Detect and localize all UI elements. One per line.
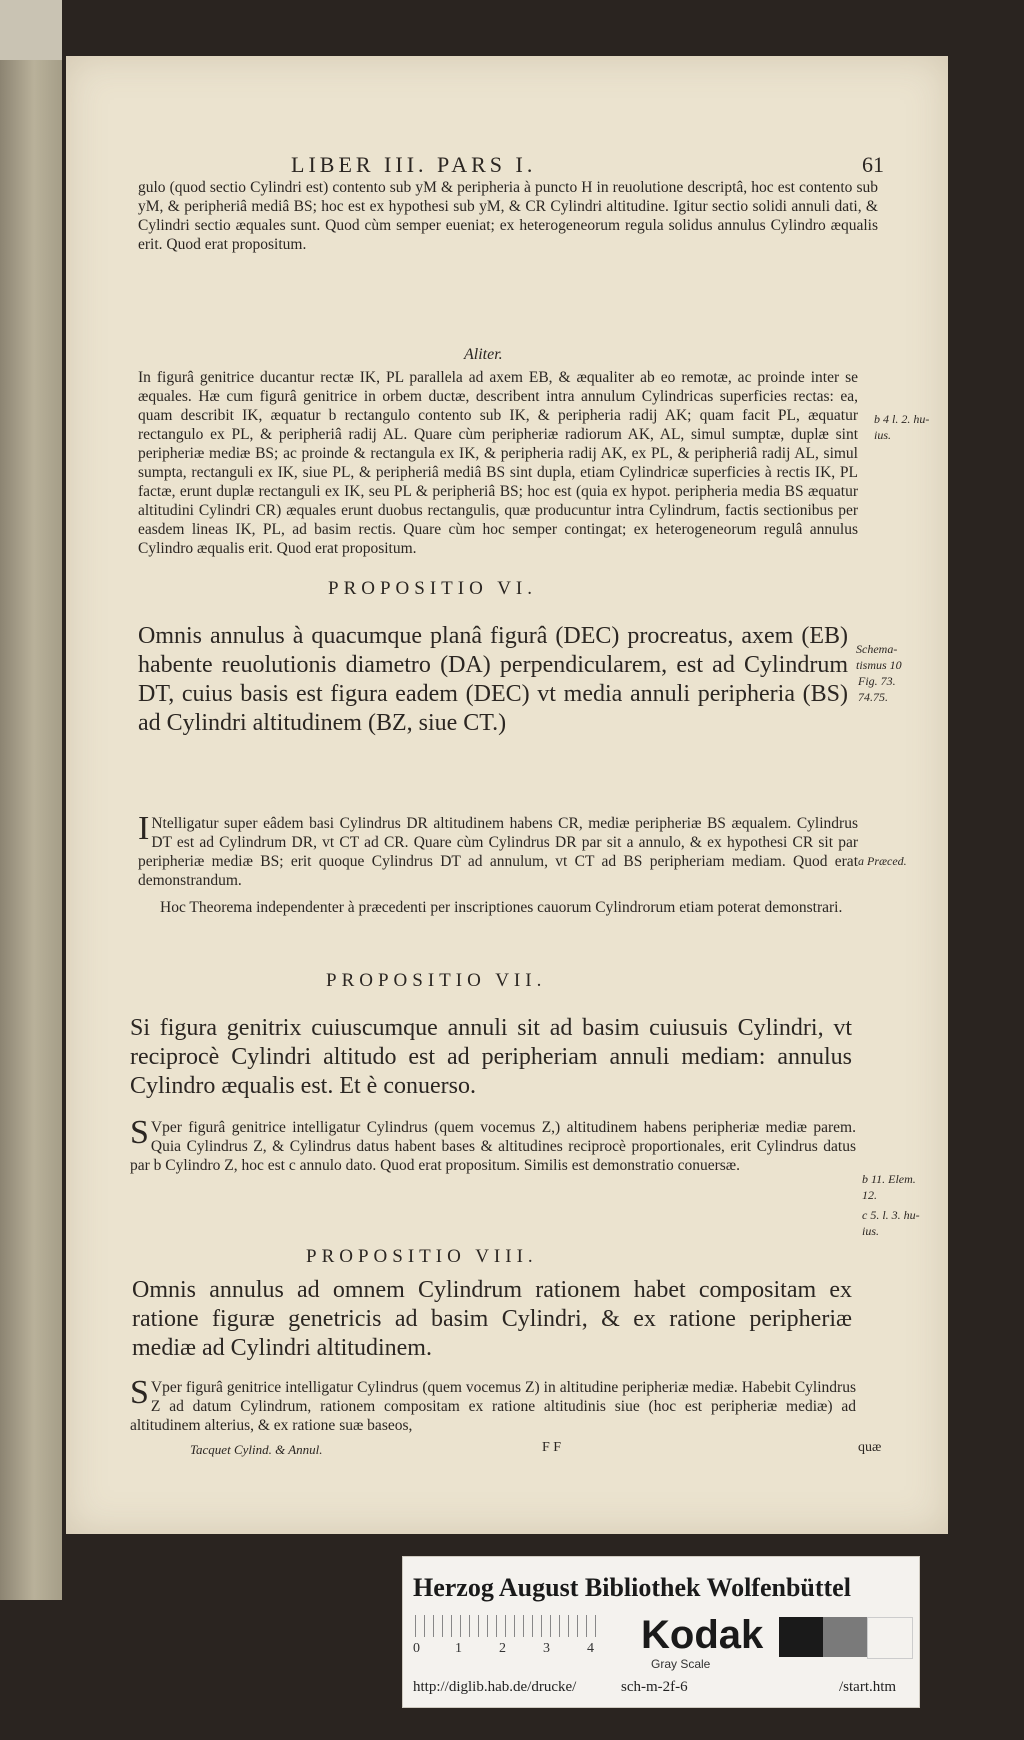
margin-note-12: 12. [862, 1188, 877, 1202]
prop7-statement: Si figura genitrix cuiuscumque annuli sit ad basim cuiusuis Cylindri, vt reciprocè Cylindri altitudo est ad peripheriam annuli mediam: annulus Cylindro æqualis est. Et è conuerso. [130, 1015, 852, 1099]
prop8-statement: Omnis annulus ad omnem Cylindrum rationem habet compositam ex ratione figuræ genetricis ad basim Cylindri, & ex ratione peripheriæ mediæ ad Cylindri altitudinem. [132, 1277, 852, 1361]
url-part-3: /start.htm [839, 1679, 897, 1695]
library-color-card [402, 1556, 920, 1708]
url-part-1: http://diglib.hab.de/drucke/ [413, 1679, 577, 1695]
prop6-note: Hoc Theorema independenter à præcedenti per inscriptiones cauorum Cylindrorum etiam poterat demonstrari. [160, 899, 843, 916]
book-page [66, 56, 948, 1534]
aliter-heading: Aliter. [464, 346, 503, 363]
margin-note-c5: c 5. l. 3. hu- [862, 1208, 920, 1222]
scale-number-1: 1 [455, 1641, 462, 1656]
prop8-proof-text: Vper figurâ genitrice intelligatur Cylindrus (quem vocemus Z) in altitudine peripheriæ mediæ. Habebit Cylindrus Z ad datum Cylindrum, rationem compositam ex ratione altitudinis siue (hoc est peripheriæ mediæ) ad altitudinem alterius, & ex ratione suæ baseos, [130, 1379, 856, 1434]
prop6-statement: Omnis annulus à quacumque planâ figurâ (DEC) procreatus, axem (EB) habente reuolutionis diametro (DA) perpendicularem, est ad Cylindrum DT, cuius basis est figura eadem (DEC) vt media annuli peripheria (BS) ad Cylindri altitudinem (BZ, siue CT.) [138, 623, 848, 736]
prop8-heading: PROPOSITIO VIII. [306, 1246, 538, 1267]
prop8-proof [130, 1374, 856, 1435]
scale-number-4: 4 [587, 1641, 594, 1656]
paragraph-1: gulo (quod sectio Cylindri est) contento sub yM & peripheria à puncto H in reuolutione descriptâ, hoc est contento sub yM, & peripheriâ mediâ BS; hoc est ex hypothesi sub yM, & CR Cylindri altitudine. Igitur sectio solidi annuli dati, & Cylindri sectio æquales sunt. Quod cùm semper eueniat; ex heterogeneorum regula solidus annulus Cylindro æqualis erit. Quod erat propositum. [138, 179, 878, 253]
drop-initial-2: S [130, 1114, 149, 1151]
library-name: Herzog August Bibliothek Wolfenbüttel [413, 1573, 851, 1602]
prop7-proof-text: Vper figurâ genitrice intelligatur Cylindrus (quem vocemus Z,) altitudinem habens peripheriæ mediæ parem. Quia Cylindrus Z, & Cylindrus datus habent bases & altitudines reciprocè proportionales, erit Cylindrus datus par b Cylindro Z, hoc est c annulo dato. Quod erat propositum. Similis est demonstratio conuersæ. [130, 1119, 856, 1174]
prop6-proof [138, 810, 858, 890]
prop7-proof [130, 1114, 856, 1175]
margin-note-ius-2: ius. [862, 1224, 880, 1238]
margin-note-b4: b 4 l. 2. hu- [874, 412, 930, 426]
drop-initial: I [138, 810, 150, 847]
margin-schema-2: tismus 10 [856, 658, 902, 672]
paragraph-2: In figurâ genitrice ducantur rectæ IK, PL parallela ad axem EB, & æqualiter ab eo remotæ, ac proinde inter se æquales. Hæ cum figurâ genitrice in orbem ductæ, describent intra annulum Cylindricas superficies rectas: ea, quam describit IK, æquatur b rectangulo contento sub IK, & peripheria radij AK; quam facit PL, æquatur rectangulo ex PL, & peripheriâ radij AL. Quare cùm peripheriæ radiorum AK, AL, simul sumptæ, duplæ sint peripheriæ mediæ BS; ac proinde & rectangula ex IK, & peripheria radij AK, ex PL, & peripheriâ radij AL, simul sumpta, rectanguli ex IK, siue PL, & peripheriâ mediâ BS sint dupla, etiam Cylindricæ superficies à rectis IK, PL factæ, erunt duplæ rectanguli ex IK, seu PL & peripheriâ BS; hoc est (quia ex hypot. peripheria media BS æquatur altitudini Cylindri CR) æquales erunt duobus rectangulis, quæ producuntur intra Cylindrum, factis sectionibus per easdem lineas IK, PL, ad basim rectis. Quare cùm hoc semper contingat; ex heterogeneorum regulâ annulus Cylindro æqualis erit. Quod erat propositum. [138, 369, 858, 557]
gray-patch-white [867, 1617, 913, 1659]
margin-note-ius-1: ius. [874, 428, 892, 442]
running-head: LIBER III. PARS I. [291, 152, 537, 177]
adjacent-page-edge [0, 0, 62, 1600]
scale-number-2: 2 [499, 1641, 506, 1656]
catchword: quæ [858, 1440, 882, 1455]
scale-ruler [415, 1615, 605, 1637]
footer-title: Tacquet Cylind. & Annul. [190, 1442, 323, 1457]
margin-note-b11: b 11. Elem. [862, 1172, 916, 1186]
url-part-2: sch-m-2f-6 [621, 1679, 688, 1695]
margin-schema-4: 74.75. [858, 690, 888, 704]
prop7-heading: PROPOSITIO VII. [326, 970, 547, 991]
page-corner [0, 0, 62, 60]
signature-mark: F F [542, 1440, 562, 1455]
drop-initial-3: S [130, 1374, 149, 1411]
gray-patch-black [779, 1617, 823, 1657]
gray-scale-label: Gray Scale [651, 1657, 711, 1671]
margin-note-praeced: a Præced. [858, 854, 907, 868]
scale-number-0: 0 [413, 1641, 420, 1656]
prop6-heading: PROPOSITIO VI. [328, 578, 538, 599]
prop6-proof-text: Ntelligatur super eâdem basi Cylindrus DR altitudinem habens CR, mediæ peripheriæ BS æqualem. Cylindrus DT est ad Cylindrum DR, vt CT ad CR. Quare cùm Cylindrus DR par sit a annulo, & ex hypothesi CR sit par peripheriæ mediæ BS; erit quoque Cylindrus DT ad annulum, vt CT ad BS peripheriam mediam. Quod erat demonstrandum. [138, 815, 858, 889]
gray-patch-mid [823, 1617, 867, 1657]
margin-schema-1: Schema- [856, 642, 898, 656]
page-number: 61 [862, 152, 884, 177]
margin-schema-3: Fig. 73. [858, 674, 896, 688]
kodak-logo: Kodak [641, 1613, 764, 1657]
scale-number-3: 3 [543, 1641, 550, 1656]
